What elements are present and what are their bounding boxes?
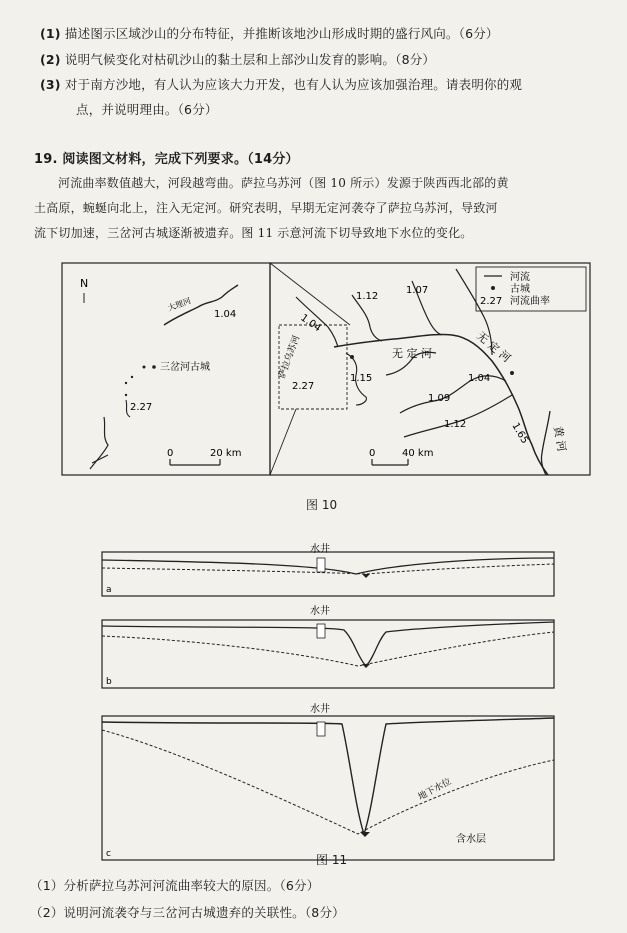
fig10-right-frame	[270, 263, 590, 475]
sancha-city-icon	[350, 355, 354, 359]
panel-b-watertable	[102, 632, 554, 666]
panel-b-well-icon	[317, 624, 325, 638]
yellow-river-label: 黄 河	[551, 425, 569, 453]
fig10-left-river-label: 大理河	[166, 296, 193, 313]
fig10-right-dot	[510, 371, 514, 375]
north-label: N	[80, 277, 89, 290]
q19-body-1: 河流曲率数值越大，河段越弯曲。萨拉乌苏河（图 10 所示）发源于陕西西北部的黄	[58, 176, 509, 190]
fig10-right-scale-zero: 0	[369, 448, 376, 459]
value-yellow: 1.65	[509, 421, 531, 446]
panel-b-well-label: 水井	[310, 606, 330, 617]
fig10-left-dot-4	[125, 394, 127, 396]
panel-c-well-icon	[317, 722, 325, 736]
panel-c-surface	[102, 718, 554, 834]
value-s2: 1.09	[428, 393, 451, 404]
value-n2: 1.07	[406, 285, 429, 296]
wudinghe-label-b: 无 定 河	[474, 329, 514, 366]
panel-c-water-icon	[360, 832, 370, 837]
legend-river: 河流	[510, 272, 530, 283]
value-s1: 1.15	[350, 373, 373, 384]
panel-a-well-icon	[317, 558, 325, 572]
figure-10-caption: 图 10	[306, 498, 338, 512]
figure-11-caption: 图 11	[316, 853, 348, 867]
yellow-river	[541, 411, 550, 475]
question-top-3: (3) 对于南方沙地，有人认为应该大力开发，也有人认为应该加强治理。请表明你的观	[40, 77, 523, 92]
fig10-left-value-a: 1.04	[214, 309, 237, 320]
wudinghe-label-a: 无 定 河	[392, 347, 432, 360]
value-n1: 1.12	[356, 291, 379, 302]
panel-a-well-label: 水井	[310, 544, 330, 555]
panel-b-frame	[102, 620, 554, 688]
panel-c-label: c	[106, 849, 111, 859]
q19-header: 19. 阅读图文材料，完成下列要求。（14分）	[34, 152, 299, 167]
question-bottom-2: （2）说明河流袭夺与三岔河古城遗弃的关联性。（8分）	[30, 905, 345, 920]
fig10-left-dot-1	[143, 366, 146, 369]
legend-city: 古城	[510, 284, 530, 295]
panel-a-label: a	[106, 585, 112, 595]
legend-curvature: 河流曲率	[510, 296, 550, 307]
fig10-left-city-label: 三岔河古城	[160, 362, 210, 373]
value-main: 1.04	[468, 373, 491, 384]
question-top-2: (2) 说明气候变化对枯矶沙山的黏土层和上部沙山发育的影响。（8分）	[40, 52, 436, 67]
legend-city-icon	[491, 286, 495, 290]
fig10-left-scale-label: 20 km	[210, 448, 242, 459]
figure-10-map	[56, 255, 598, 487]
sala-value: 2.27	[292, 381, 315, 392]
value-nw: 1.04	[298, 312, 323, 335]
sala-label: 萨拉乌苏河	[277, 334, 303, 381]
panel-c-watertable	[102, 730, 554, 834]
panel-c-well-label: 水井	[310, 704, 330, 715]
fig10-left-value-b: 2.27	[130, 402, 153, 413]
panel-b-water-icon	[362, 664, 370, 668]
tributary-south-3	[404, 395, 512, 437]
fig10-left-city-icon	[152, 365, 156, 369]
fig10-left-dot-3	[125, 382, 127, 384]
fig10-right-scale-label: 40 km	[402, 448, 434, 459]
figure-11-diagram	[96, 540, 566, 876]
question-bottom-1: （1）分析萨拉乌苏河河流曲率较大的原因。（6分）	[30, 878, 320, 893]
value-s3: 1.12	[444, 419, 467, 430]
legend-value: 2.27	[480, 296, 503, 307]
panel-a-frame	[102, 552, 554, 596]
panel-a-surface	[102, 558, 554, 574]
wuding-river-main	[334, 334, 548, 475]
panel-a-water-icon	[362, 574, 370, 578]
question-top-3-cont: 点，并说明理由。（6分）	[76, 102, 218, 117]
watertable-label: 地下水位	[416, 776, 454, 803]
fig10-left-scale-zero: 0	[167, 448, 174, 459]
fig10-left-river-lower	[90, 417, 108, 469]
question-top-1: (1) 描述图示区域沙山的分布特征，并推断该地沙山形成时期的盛行风向。（6分）	[40, 26, 499, 41]
panel-b-surface	[102, 622, 554, 666]
panel-c-frame	[102, 716, 554, 860]
panel-b-label: b	[106, 677, 112, 687]
fig10-left-dot-2	[131, 376, 133, 378]
q19-body-2: 土高原，蜿蜒向北上，注入无定河。研究表明，早期无定河袭夺了萨拉乌苏河，导致河	[34, 201, 498, 215]
fig10-connector-bottom	[270, 409, 296, 475]
aquifer-label: 含水层	[456, 834, 486, 845]
q19-body-3: 流下切加速，三岔河古城逐渐被遗弃。图 11 示意河流下切导致地下水位的变化。	[34, 226, 473, 240]
